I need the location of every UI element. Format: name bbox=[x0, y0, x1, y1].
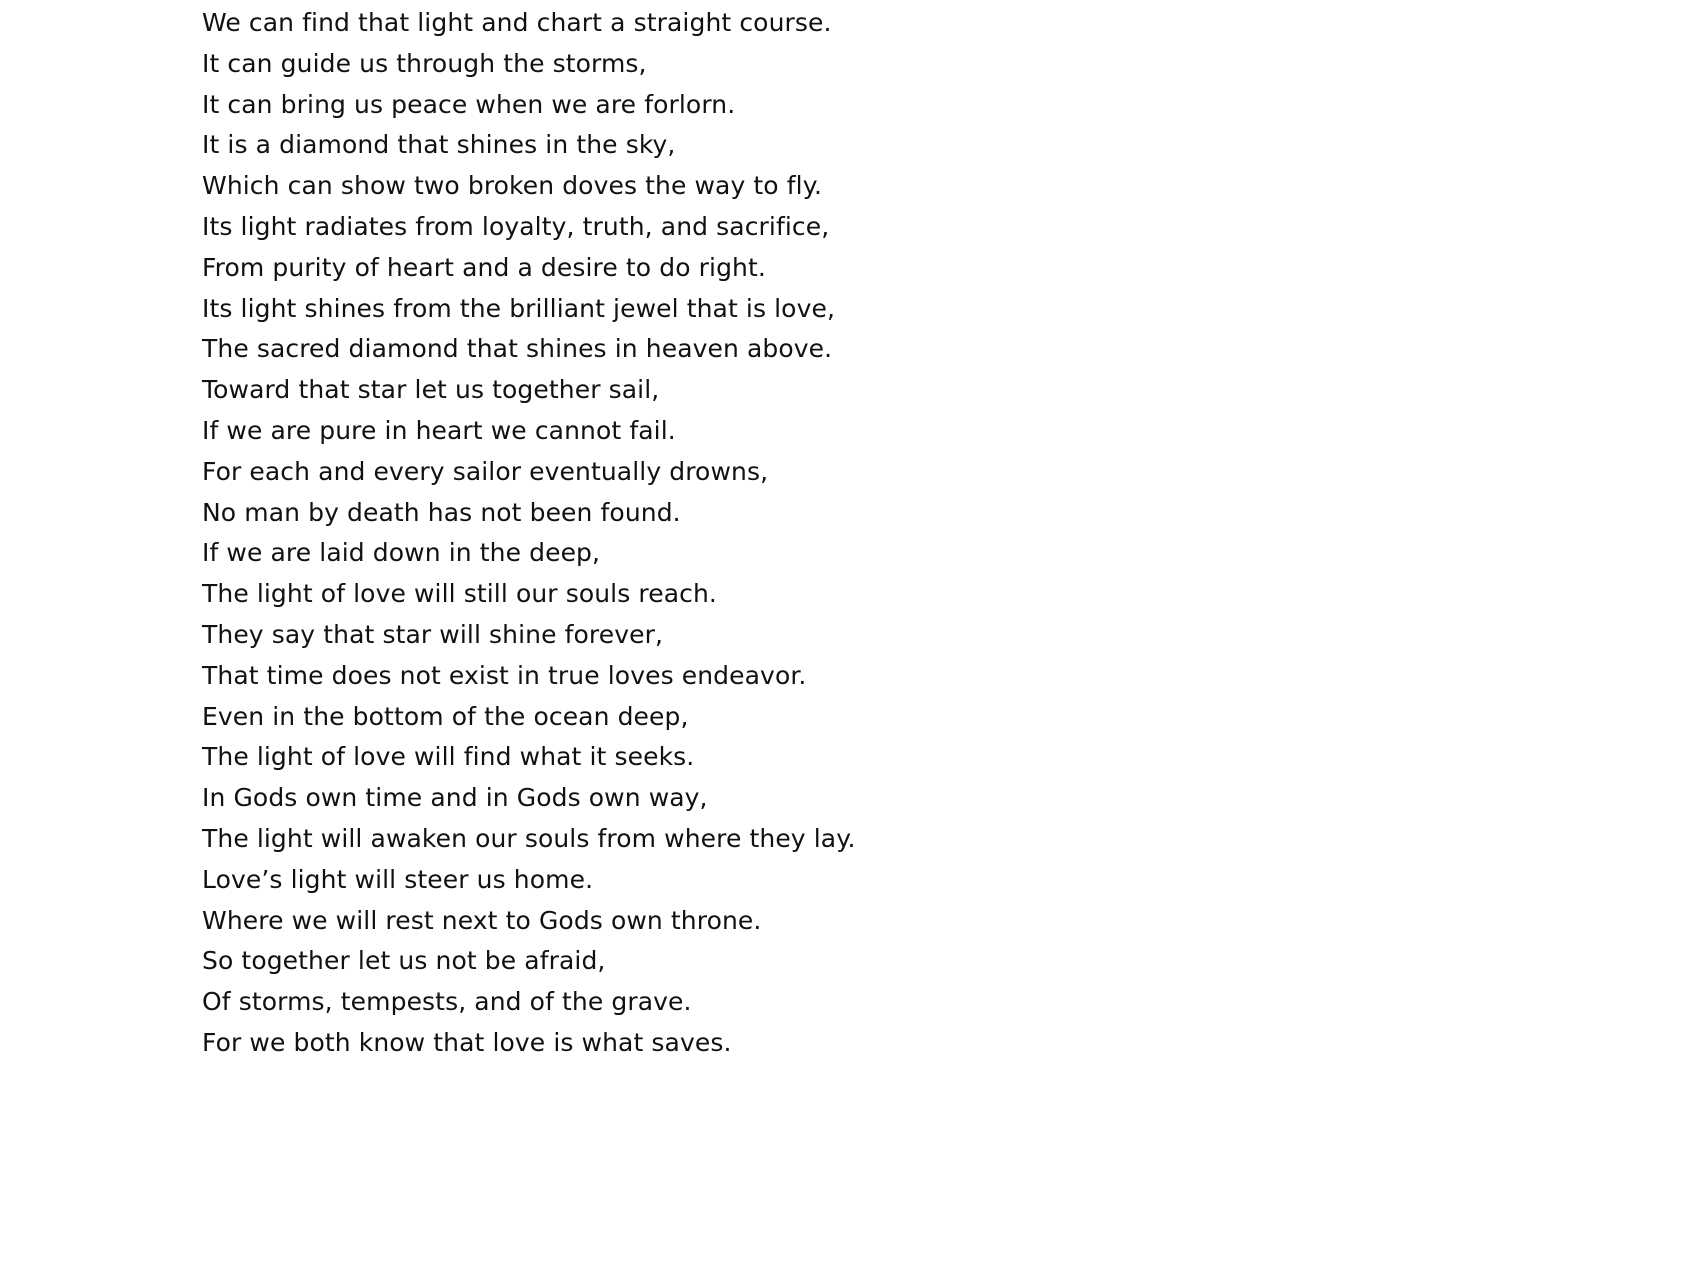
poem-line: It can bring us peace when we are forlorn. bbox=[202, 89, 736, 119]
poem-line: Toward that star let us together sail, bbox=[202, 375, 660, 405]
poem-line: Even in the bottom of the ocean deep, bbox=[202, 701, 689, 731]
poem-line: If we are laid down in the deep, bbox=[202, 538, 601, 568]
poem-line: The light of love will find what it seeks. bbox=[202, 742, 695, 772]
poem-line: It is a diamond that shines in the sky, bbox=[202, 130, 676, 160]
poem-line: The light of love will still our souls reach. bbox=[202, 579, 717, 609]
poem-line: If we are pure in heart we cannot fail. bbox=[202, 415, 676, 445]
poem-line: From purity of heart and a desire to do right. bbox=[202, 252, 766, 282]
poem-line: Its light radiates from loyalty, truth, and sacrifice, bbox=[202, 211, 830, 241]
poem-line: That time does not exist in true loves endeavor. bbox=[202, 660, 807, 690]
poem-line: Love’s light will steer us home. bbox=[202, 864, 594, 894]
poem-line: Of storms, tempests, and of the grave. bbox=[202, 987, 692, 1017]
poem-line: So together let us not be afraid, bbox=[202, 946, 606, 976]
poem-line: Its light shines from the brilliant jewel that is love, bbox=[202, 293, 836, 323]
poem-line: In Gods own time and in Gods own way, bbox=[202, 783, 708, 813]
poem-line: For we both know that love is what saves. bbox=[202, 1027, 732, 1057]
poem-text bbox=[202, 3, 856, 1064]
poem-line: We can find that light and chart a straight course. bbox=[202, 8, 832, 37]
poem-line: It can guide us through the storms, bbox=[202, 48, 647, 78]
poem-line: No man by death has not been found. bbox=[202, 497, 681, 527]
poem-line: They say that star will shine forever, bbox=[202, 619, 664, 649]
poem-line: Which can show two broken doves the way to fly. bbox=[202, 171, 823, 201]
poem-line: For each and every sailor eventually drowns, bbox=[202, 456, 769, 486]
poem-line: Where we will rest next to Gods own throne. bbox=[202, 905, 762, 935]
poem-line: The light will awaken our souls from where they lay. bbox=[202, 823, 856, 853]
poem-line: The sacred diamond that shines in heaven above. bbox=[202, 334, 833, 364]
